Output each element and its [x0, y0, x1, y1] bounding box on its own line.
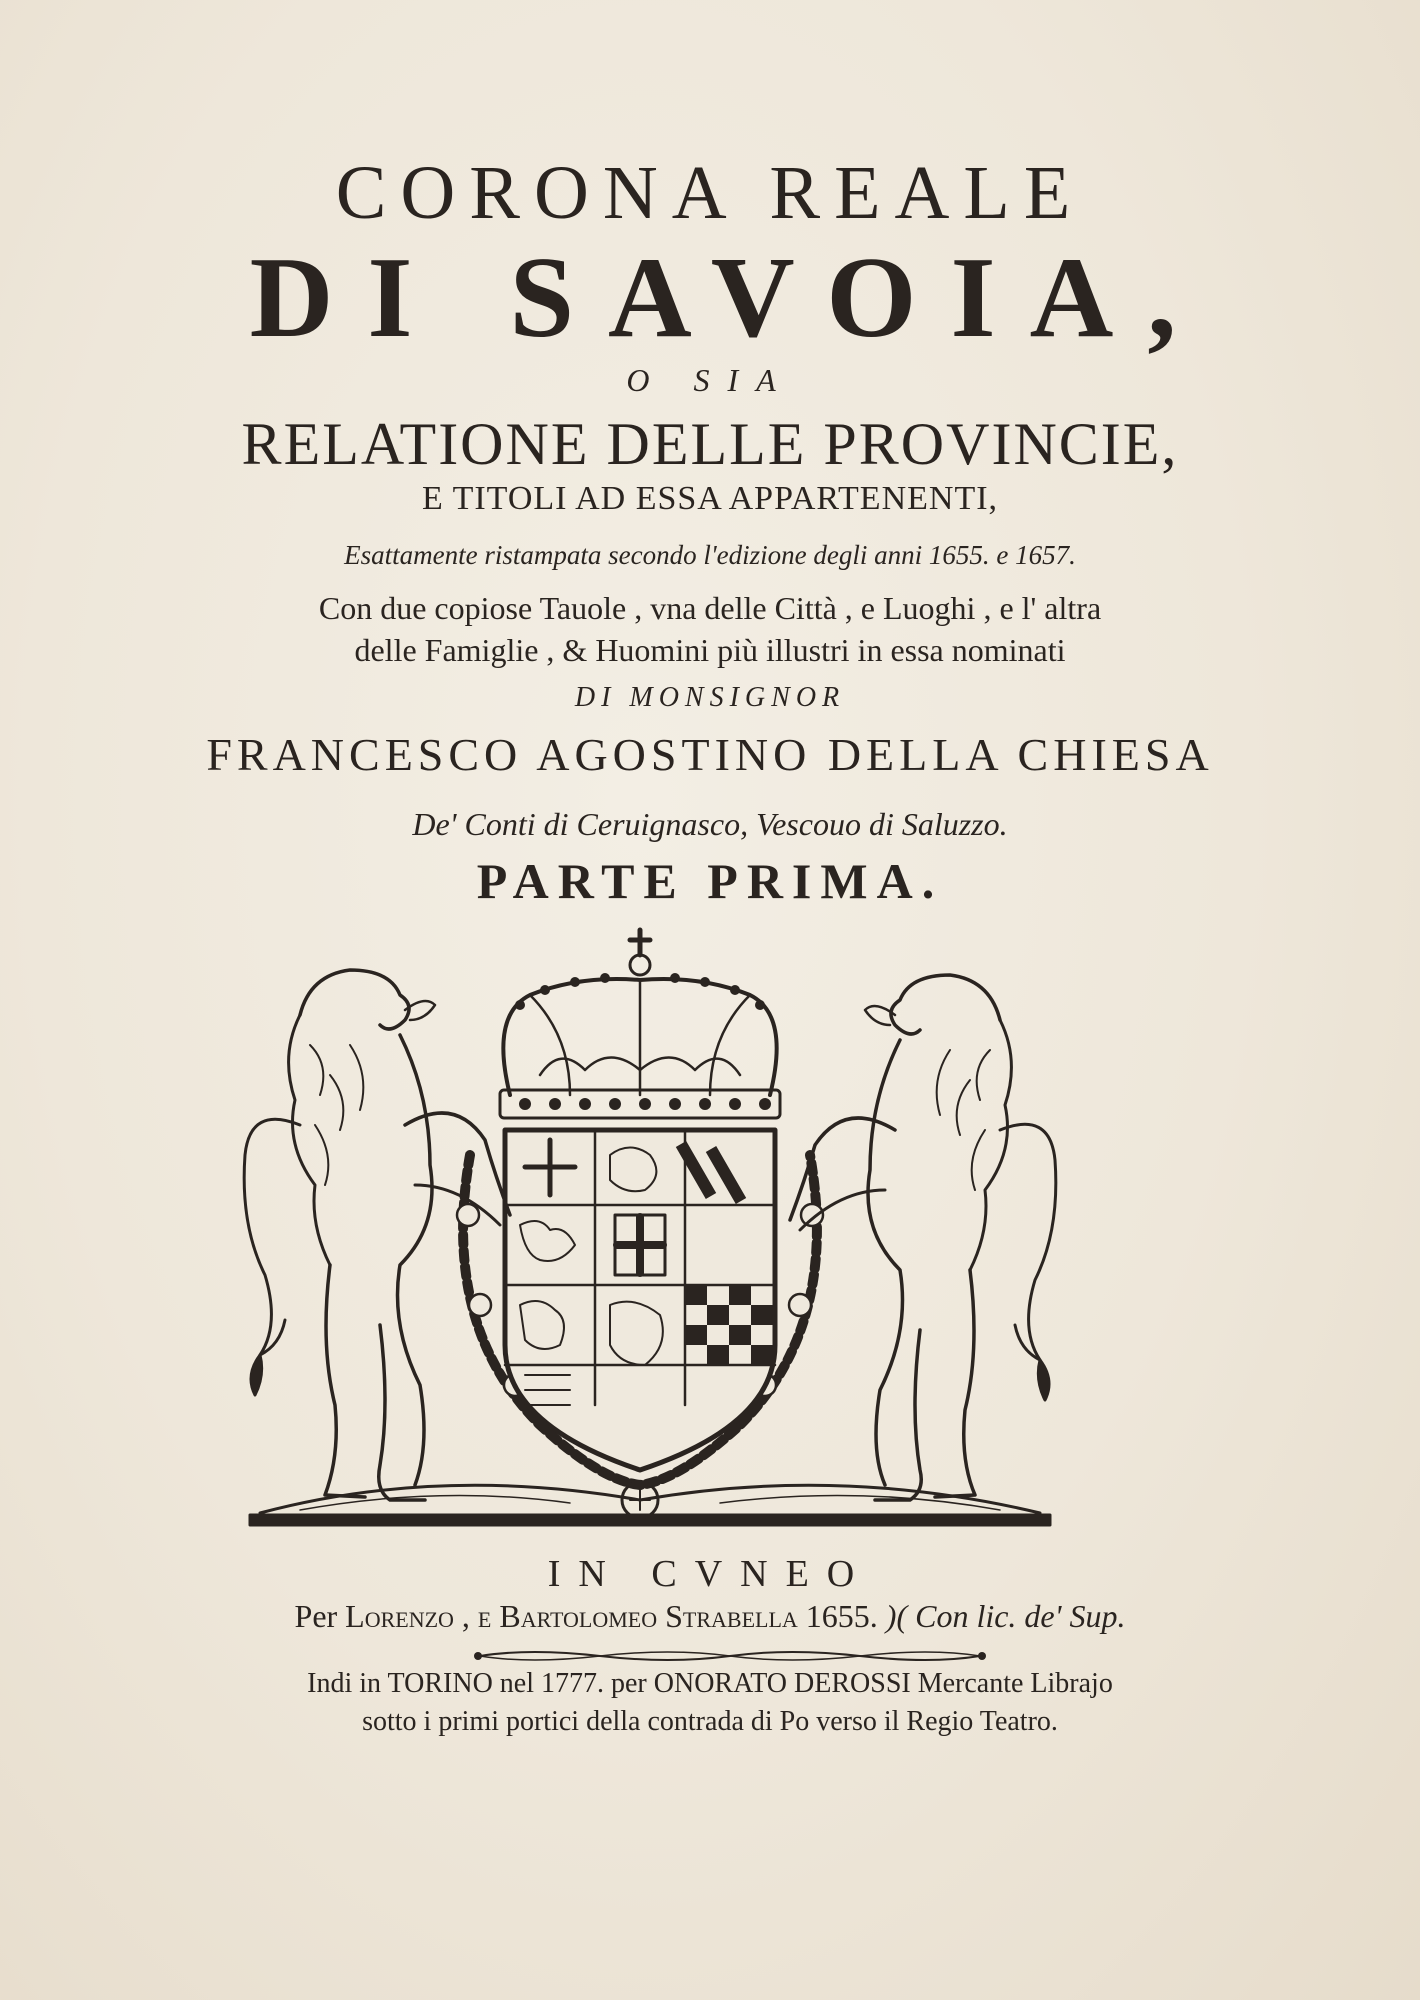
printer-prefix: Per — [294, 1598, 338, 1634]
reprint-line-1: Indi in TORINO nel 1777. per ONORATO DEROSSI Mercante Librajo — [307, 1668, 1113, 1699]
subtitle-line-2: E TITOLI AD ESSA APPARTENENTI, — [421, 480, 999, 517]
connector-text: O SIA — [626, 362, 794, 398]
ornamental-rule-icon — [470, 1646, 990, 1666]
reprint-line-2: sotto i primi portici della contrada di Po verso il Regio Teatro. — [362, 1706, 1058, 1737]
printer-names: Lorenzo , e Bartolomeo Strabella — [345, 1598, 798, 1634]
author-titles: De' Conti di Ceruignasco, Vescouo di Saluzzo. — [412, 806, 1008, 842]
description-line-1: Con due copiose Tauole , vna delle Città , e Luoghi , e l' altra — [318, 590, 1102, 626]
imprint-year: 1655. — [805, 1598, 878, 1634]
royal-coat-of-arms-icon — [240, 925, 1060, 1545]
author-prefix: DI MONSIGNOR — [574, 682, 846, 713]
description-line-2: delle Famiglie , & Huomini più illustri in essa nominati — [354, 632, 1066, 668]
imprint-place: IN CVNEO — [547, 1553, 873, 1595]
author-name: FRANCESCO AGOSTINO DELLA CHIESA — [206, 729, 1214, 780]
subtitle-line-1: RELATIONE DELLE PROVINCIE, — [241, 411, 1179, 477]
title-line-2: DI SAVOIA, — [249, 234, 1211, 362]
edition-note: Esattamente ristampata secondo l'edizione degli anni 1655. e 1657. — [344, 540, 1076, 570]
title-line-1: CORONA REALE — [335, 151, 1085, 235]
imprint-printer — [0, 1598, 1420, 1635]
part-heading: PARTE PRIMA. — [476, 853, 944, 909]
imprint-license: )( Con lic. de' Sup. — [885, 1598, 1126, 1634]
